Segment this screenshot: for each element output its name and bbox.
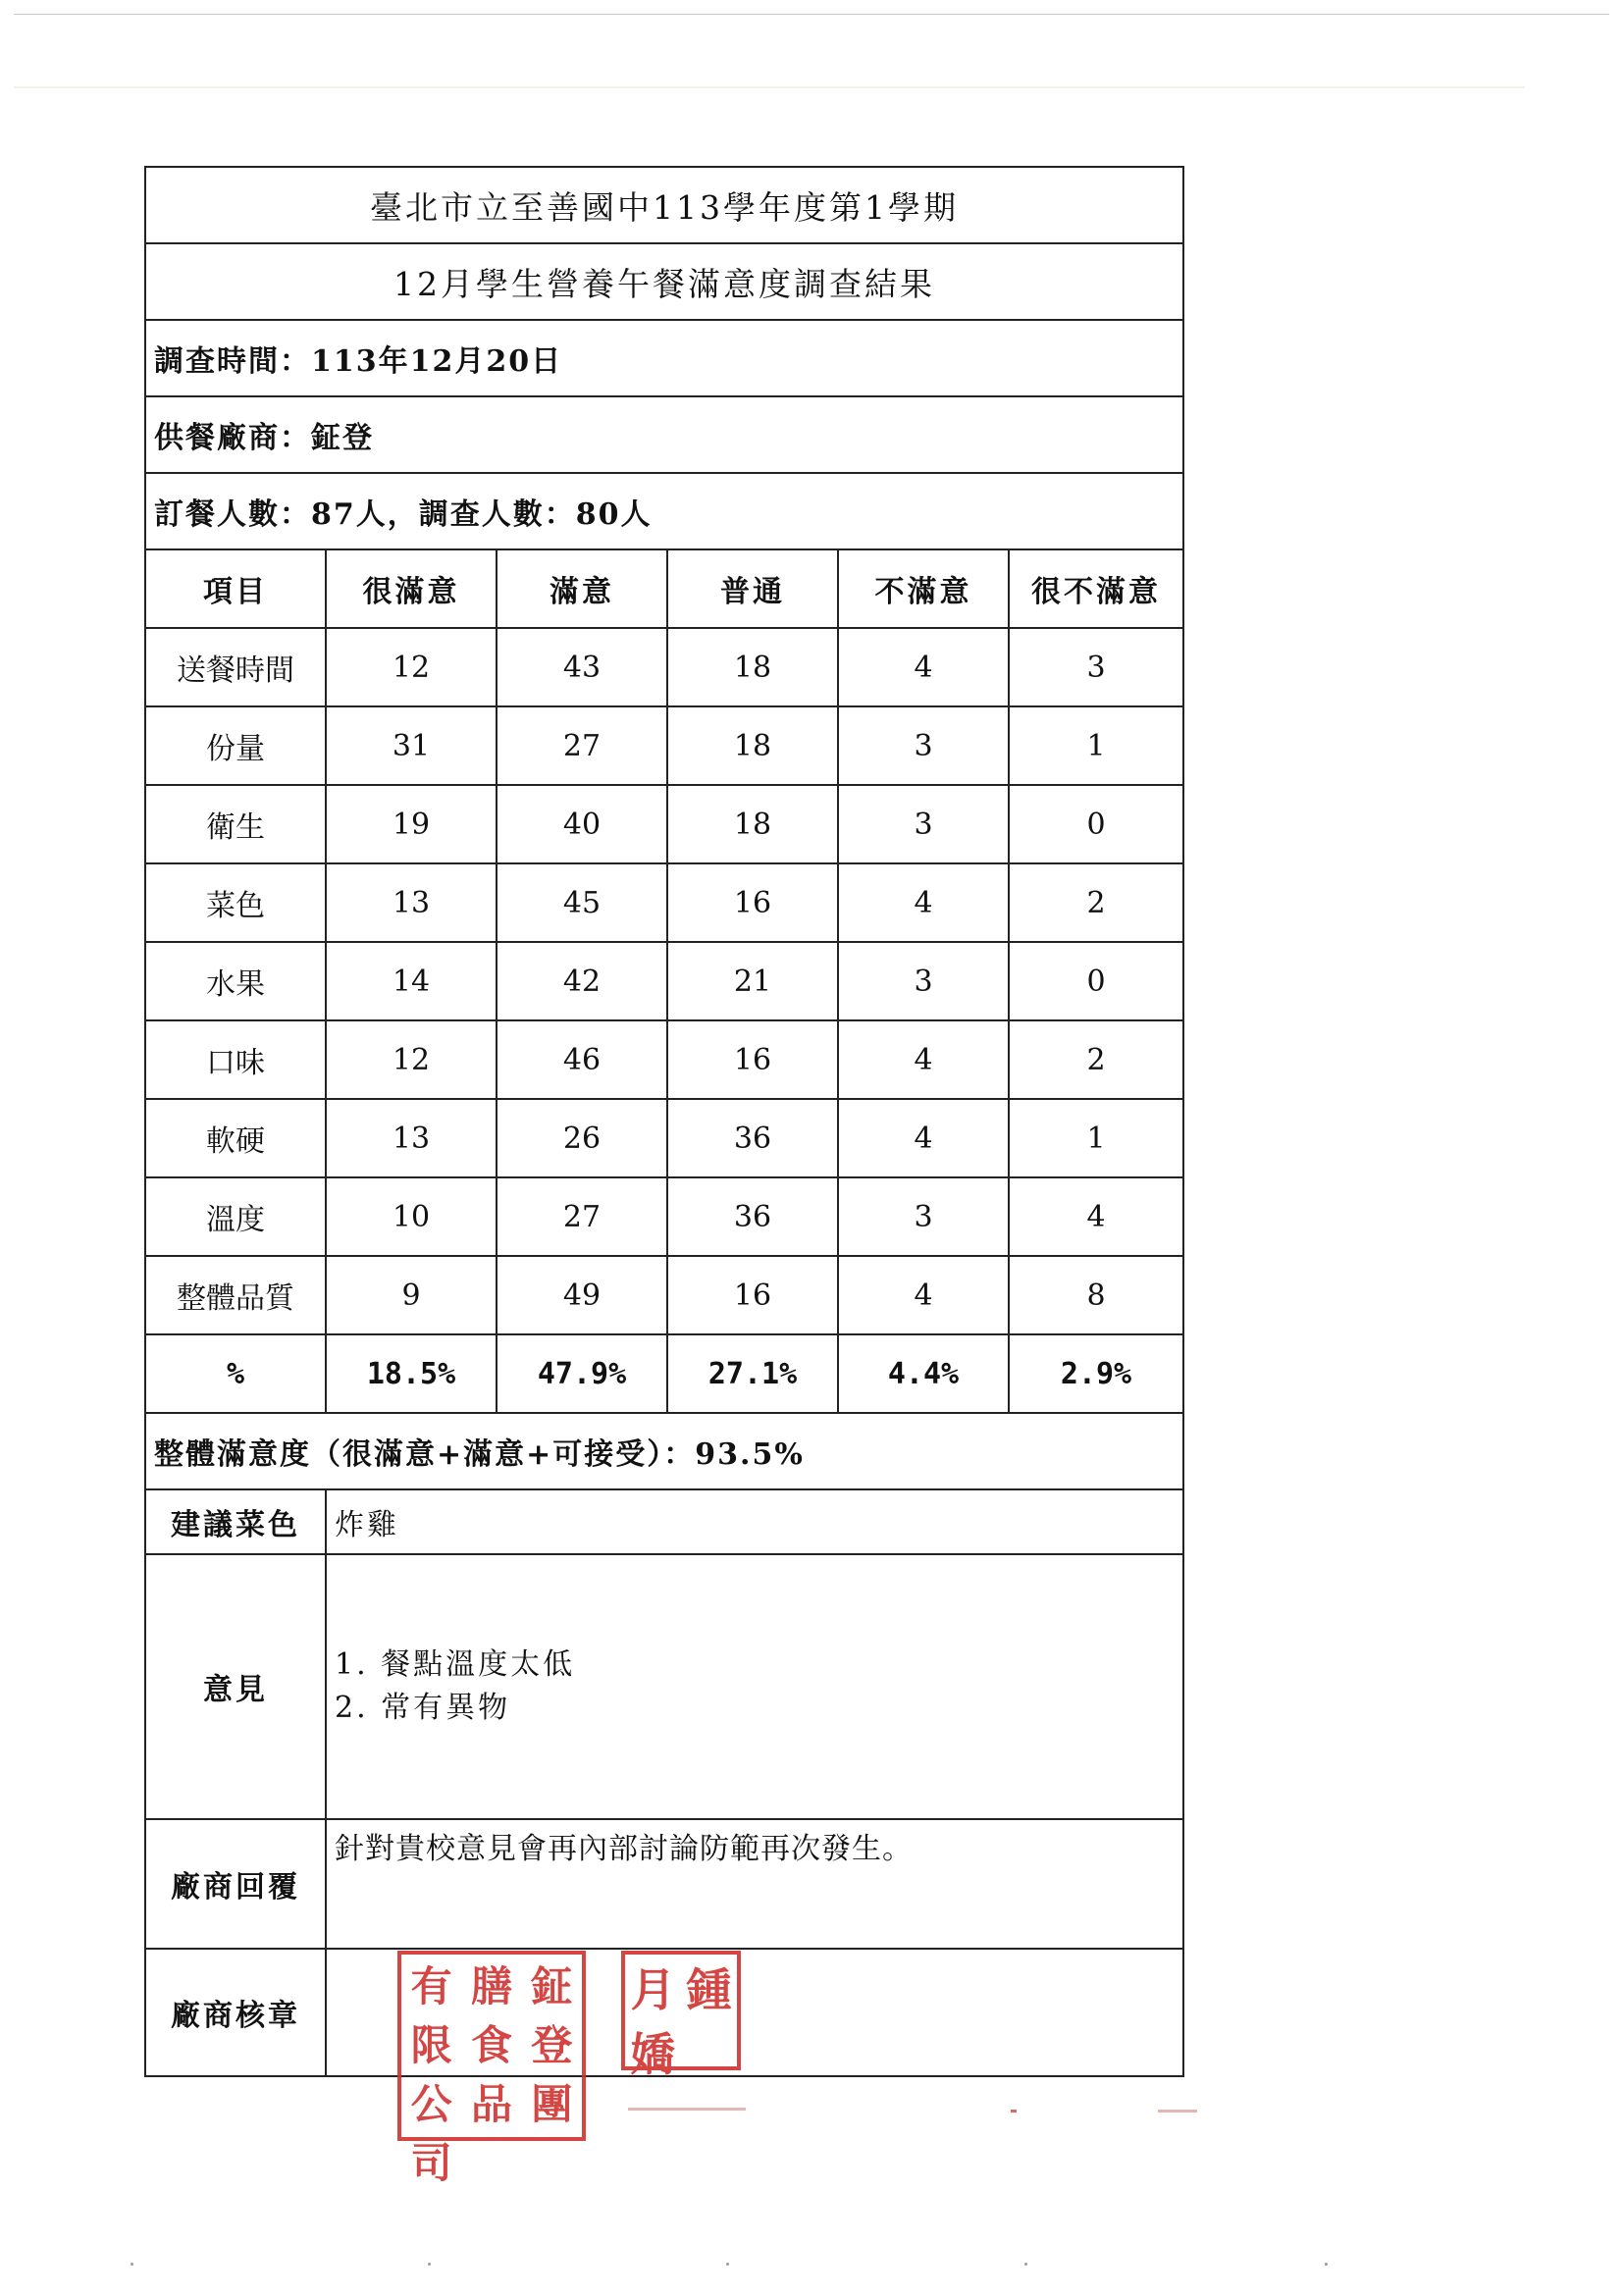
column-header: 不滿意: [839, 550, 1010, 627]
row-item: 送餐時間: [146, 629, 327, 705]
personal-seal-stamp: 月 鍾 嬌: [621, 1951, 741, 2070]
suggestion-label: 建議菜色: [146, 1490, 327, 1553]
column-header: 普通: [668, 550, 839, 627]
table-cell: 4: [1086, 1199, 1106, 1234]
scan-speck: [131, 2263, 133, 2266]
row-item: 衛生: [146, 786, 327, 862]
table-cell: 13: [327, 864, 497, 941]
table-row: [146, 1100, 1182, 1178]
table-row: [146, 786, 1182, 864]
row-item: 水果: [146, 943, 327, 1019]
vendor-name: 供餐廠商：鉦登: [146, 397, 1182, 474]
table-cell: 27: [497, 1178, 668, 1255]
table-cell: 31: [327, 707, 497, 784]
school-title: 臺北市立至善國中113學年度第1學期: [146, 168, 1182, 244]
table-cell: 26: [497, 1100, 668, 1176]
table-cell: 16: [668, 1257, 839, 1333]
table-cell: 3: [839, 1178, 1010, 1255]
table-cell: 14: [327, 943, 497, 1019]
vendor-reply-row: [146, 1820, 1182, 1950]
table-row: [146, 1178, 1182, 1257]
vendor-reply-text: 針對貴校意見會再內部討論防範再次發生。: [335, 1832, 913, 1866]
row-item: 整體品質: [146, 1257, 327, 1333]
percent-cell: 4.4%: [839, 1335, 1010, 1412]
table-cell: 1: [1086, 728, 1106, 763]
table-cell: 13: [327, 1100, 497, 1176]
table-cell: 40: [497, 786, 668, 862]
table-cell: 4: [839, 1100, 1010, 1176]
row-item: %: [146, 1335, 327, 1412]
table-row: [146, 943, 1182, 1021]
table-row: [146, 629, 1182, 707]
suggestion-row: [146, 1490, 1182, 1555]
percent-cell: 47.9%: [497, 1335, 668, 1412]
table-cell: 0: [1086, 964, 1106, 999]
table-cell: 27: [497, 707, 668, 784]
table-cell: 9: [327, 1257, 497, 1333]
scan-edge-line: [14, 86, 1525, 88]
table-row: [146, 707, 1182, 786]
table-cell: 3: [839, 707, 1010, 784]
table-cell: 12: [327, 629, 497, 705]
ink-smudge: [628, 2108, 746, 2111]
suggestion-value: 炸雞: [335, 1508, 399, 1542]
table-cell: 18: [668, 786, 839, 862]
table-row: [146, 1021, 1182, 1100]
percent-row: [146, 1335, 1182, 1414]
table-cell: 18: [668, 629, 839, 705]
table-cell: 3: [839, 786, 1010, 862]
survey-date: 調查時間：113年12月20日: [146, 321, 1182, 397]
row-item: 菜色: [146, 864, 327, 941]
table-cell: 12: [327, 1021, 497, 1098]
table-cell: 18: [668, 707, 839, 784]
table-cell: 16: [668, 1021, 839, 1098]
table-row: [146, 864, 1182, 943]
scan-speck: [1024, 2263, 1027, 2266]
table-cell: 46: [497, 1021, 668, 1098]
scan-speck: [1325, 2263, 1328, 2266]
column-header: 很不滿意: [1031, 575, 1161, 609]
column-header: 很滿意: [327, 550, 497, 627]
opinion-item: 2. 常有異物: [335, 1691, 511, 1725]
table-cell: 4: [839, 629, 1010, 705]
vendor-seal-label: 廠商核章: [146, 1950, 327, 2075]
vendor-reply-label: 廠商回覆: [146, 1820, 327, 1948]
percent-cell: 18.5%: [327, 1335, 497, 1412]
scan-speck: [428, 2263, 431, 2266]
opinion-item: 1. 餐點溫度太低: [335, 1647, 576, 1682]
table-cell: 4: [839, 1021, 1010, 1098]
table-cell: 19: [327, 786, 497, 862]
table-cell: 2: [1086, 1042, 1106, 1077]
table-cell: 4: [839, 1257, 1010, 1333]
row-item: 份量: [146, 707, 327, 784]
opinions-list: [327, 1555, 1182, 1818]
table-cell: 21: [668, 943, 839, 1019]
overall-satisfaction: 整體滿意度（很滿意+滿意+可接受）：93.5%: [146, 1414, 1182, 1490]
table-cell: 42: [497, 943, 668, 1019]
table-cell: 36: [668, 1100, 839, 1176]
table-cell: 49: [497, 1257, 668, 1333]
table-cell: 16: [668, 864, 839, 941]
survey-title: 12月學生營養午餐滿意度調查結果: [146, 244, 1182, 321]
percent-cell: 2.9%: [1060, 1356, 1132, 1391]
company-seal-stamp: 有 膳 鉦 限 食 登 公 品 團 司: [397, 1951, 586, 2141]
table-cell: 4: [839, 864, 1010, 941]
opinions-label: 意見: [146, 1555, 327, 1818]
table-cell: 36: [668, 1178, 839, 1255]
column-header: 項目: [146, 550, 327, 627]
table-cell: 43: [497, 629, 668, 705]
table-cell: 0: [1086, 807, 1106, 842]
table-cell: 1: [1086, 1121, 1106, 1156]
table-cell: 3: [1086, 650, 1106, 685]
percent-cell: 27.1%: [668, 1335, 839, 1412]
column-header: 滿意: [497, 550, 668, 627]
survey-sheet: [144, 166, 1184, 2077]
row-item: 口味: [146, 1021, 327, 1098]
ink-smudge: [1011, 2110, 1017, 2113]
ink-smudge: [1158, 2110, 1197, 2113]
table-cell: 2: [1086, 885, 1106, 920]
table-cell: 10: [327, 1178, 497, 1255]
row-item: 軟硬: [146, 1100, 327, 1176]
table-row: [146, 1257, 1182, 1335]
table-cell: 8: [1086, 1278, 1106, 1313]
opinions-row: [146, 1555, 1182, 1820]
row-item: 溫度: [146, 1178, 327, 1255]
scan-edge-line: [14, 14, 1609, 15]
scan-speck: [726, 2263, 729, 2266]
table-header-row: [146, 550, 1182, 629]
table-cell: 45: [497, 864, 668, 941]
table-cell: 3: [839, 943, 1010, 1019]
order-counts: 訂餐人數：87人，調查人數：80人: [146, 474, 1182, 550]
